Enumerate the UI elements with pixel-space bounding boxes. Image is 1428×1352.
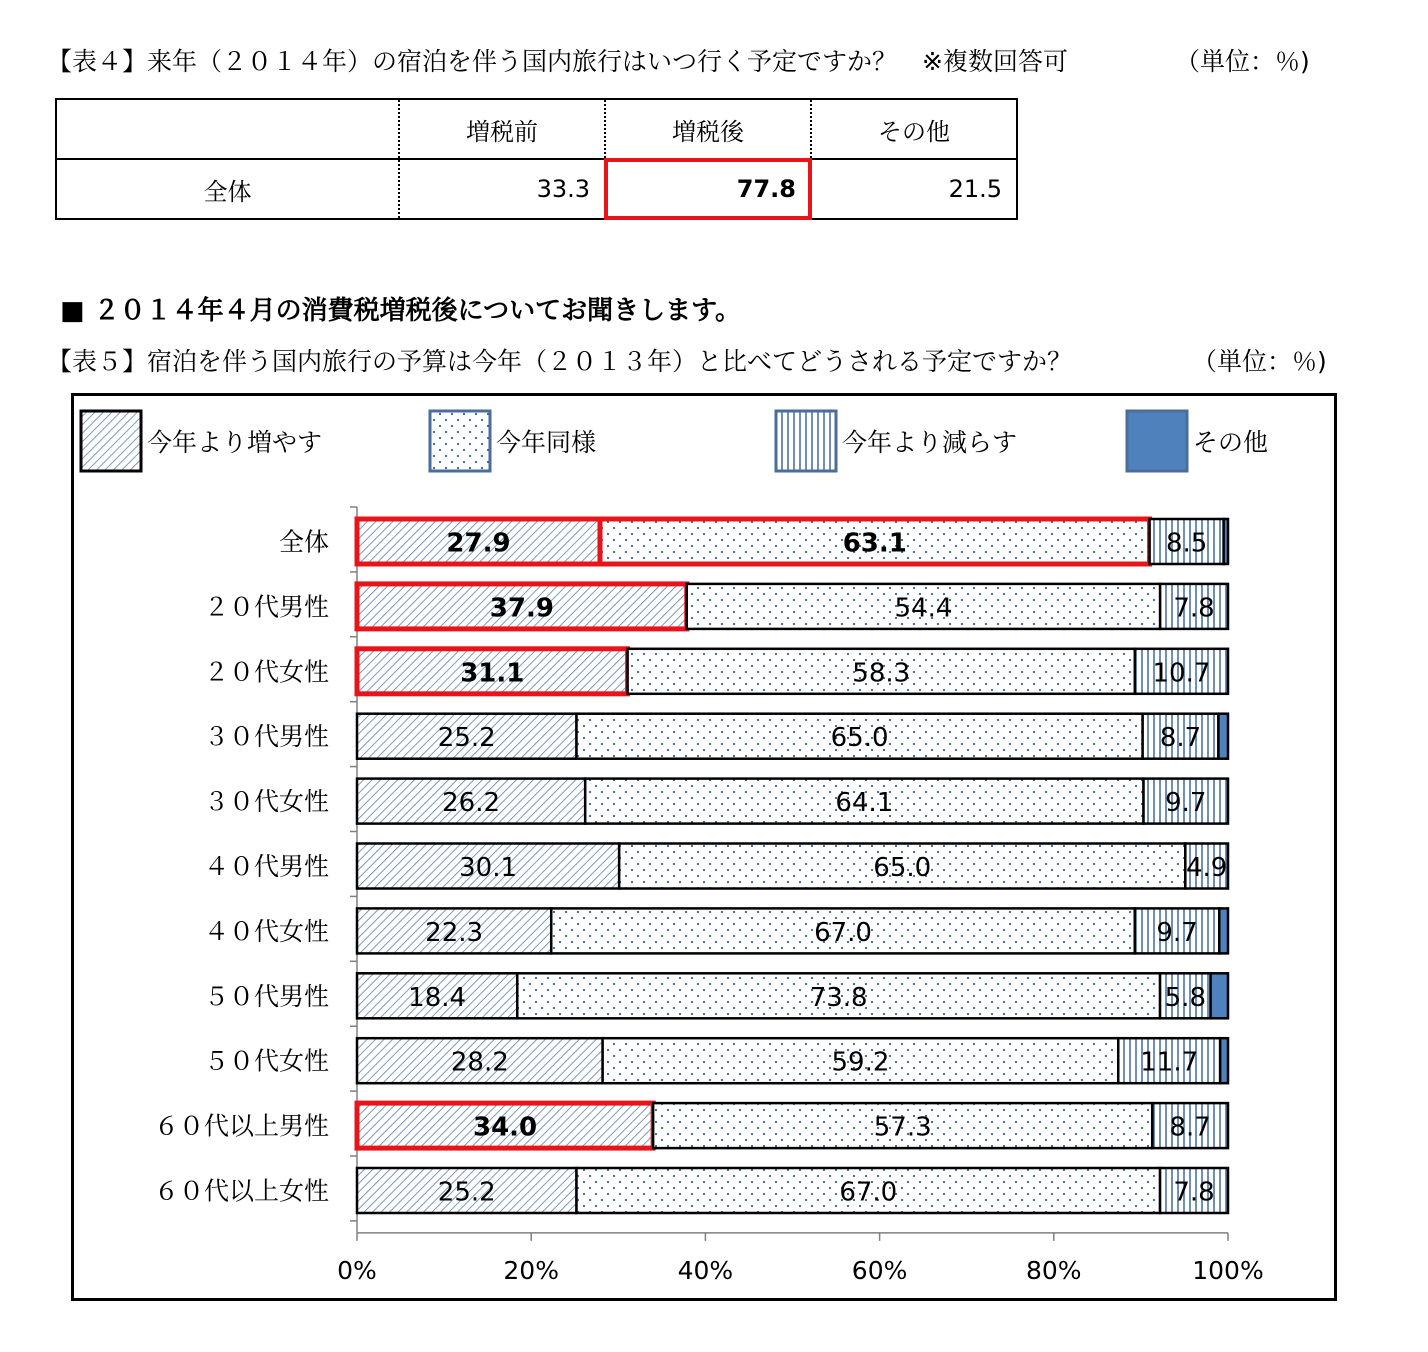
bar-segment — [1218, 714, 1228, 759]
table4-header-empty — [56, 99, 399, 159]
table4-caption: 【表４】来年（２０１４年）の宿泊を伴う国内旅行はいつ行く予定ですか？ ※複数回答可 — [47, 47, 1068, 76]
table5-unit: （単位：％) — [1192, 347, 1327, 376]
table4-unit: （単位：％) — [1175, 47, 1310, 76]
category-label: ５０代女性 — [203, 1046, 329, 1076]
data-label: 27.9 — [446, 528, 511, 559]
x-tick-label: 0% — [337, 1255, 377, 1285]
table4 — [55, 98, 1018, 220]
section-heading: ■ ２０１４年４月の消費税増税後についてお聞きします。 — [60, 296, 742, 326]
legend-label: その他 — [1193, 428, 1269, 457]
data-label: 25.2 — [437, 1177, 496, 1208]
table4-value-other: 21.5 — [811, 159, 1017, 219]
category-label: ２０代男性 — [203, 592, 329, 622]
table4-value-after: 77.8 — [605, 159, 811, 219]
data-label: 26.2 — [442, 788, 501, 819]
data-label: 34.0 — [472, 1112, 538, 1143]
data-label: 64.1 — [835, 788, 894, 819]
legend-swatch — [81, 411, 141, 471]
data-label: 18.4 — [408, 982, 467, 1013]
data-label: 73.8 — [809, 982, 868, 1013]
x-tick-label: 20% — [503, 1255, 559, 1285]
legend-label: 今年より増やす — [147, 428, 323, 457]
category-label: ３０代男性 — [203, 722, 329, 752]
x-tick-label: 60% — [851, 1255, 908, 1285]
data-label: 65.0 — [830, 723, 889, 754]
category-label: ４０代男性 — [203, 852, 329, 881]
data-label: 37.9 — [489, 593, 554, 624]
bar-segment — [1220, 1038, 1228, 1083]
category-label: ４０代女性 — [203, 916, 329, 946]
data-label: 4.9 — [1185, 853, 1228, 883]
bar-segment — [1219, 908, 1228, 953]
data-label: 9.7 — [1156, 917, 1198, 948]
category-label: ６０代以上女性 — [153, 1176, 329, 1206]
legend-item — [1127, 411, 1268, 471]
bar-segment — [1224, 519, 1228, 564]
data-label: 54.4 — [894, 593, 953, 624]
data-label: 8.7 — [1169, 1112, 1211, 1143]
legend-swatch — [776, 411, 836, 471]
table4-header-after: 増税後 — [605, 99, 811, 159]
data-label: 63.1 — [842, 528, 907, 559]
legend-item — [430, 411, 596, 471]
data-label: 65.0 — [873, 853, 932, 883]
table4-value-before: 33.3 — [399, 159, 605, 219]
data-label: 67.0 — [839, 1177, 898, 1208]
data-label: 58.3 — [852, 658, 911, 689]
table4-header-other: その他 — [811, 99, 1017, 159]
category-label: ３０代女性 — [203, 787, 329, 817]
x-tick-label: 100% — [1192, 1255, 1264, 1285]
data-label: 9.7 — [1165, 788, 1207, 819]
legend-label: 今年同様 — [496, 428, 597, 457]
legend — [81, 411, 1268, 471]
legend-item — [776, 411, 1017, 471]
data-label: 8.7 — [1159, 723, 1202, 754]
data-label: 30.1 — [459, 853, 518, 883]
bars — [154, 519, 1228, 1213]
x-tick-label: 80% — [1026, 1255, 1082, 1285]
data-label: 59.2 — [831, 1047, 890, 1078]
category-label: ６０代以上男性 — [153, 1111, 329, 1141]
legend-label: 今年より減らす — [842, 428, 1018, 457]
data-label: 25.2 — [437, 723, 496, 754]
data-label: 67.0 — [814, 917, 872, 948]
data-label: 31.1 — [460, 658, 525, 689]
data-label: 22.3 — [425, 917, 484, 948]
data-label: 57.3 — [873, 1112, 932, 1143]
legend-swatch — [430, 411, 490, 471]
legend-item — [81, 411, 322, 471]
data-label: 11.7 — [1140, 1047, 1199, 1078]
bar-segment — [1211, 973, 1228, 1018]
table5-caption: 【表５】宿泊を伴う国内旅行の予算は今年（２０１３年）と比べてどうされる予定ですか？ — [47, 347, 1073, 376]
data-label: 8.5 — [1165, 528, 1208, 559]
data-label: 5.8 — [1164, 982, 1207, 1013]
legend-swatch — [1127, 411, 1187, 471]
category-label: ２０代女性 — [203, 657, 329, 687]
data-label: 10.7 — [1152, 658, 1211, 689]
x-tick-label: 40% — [677, 1255, 734, 1285]
data-label: 28.2 — [450, 1047, 509, 1078]
table-row — [56, 159, 1017, 219]
table4-row-label: 全体 — [203, 177, 252, 206]
category-label: ５０代男性 — [203, 981, 329, 1011]
stacked-bar-chart — [71, 393, 1337, 1301]
data-label: 7.8 — [1173, 1177, 1215, 1208]
category-label: 全体 — [278, 527, 329, 557]
table4-header-before: 増税前 — [399, 99, 605, 159]
table4-header-row — [56, 99, 1017, 159]
data-label: 7.8 — [1173, 593, 1215, 624]
